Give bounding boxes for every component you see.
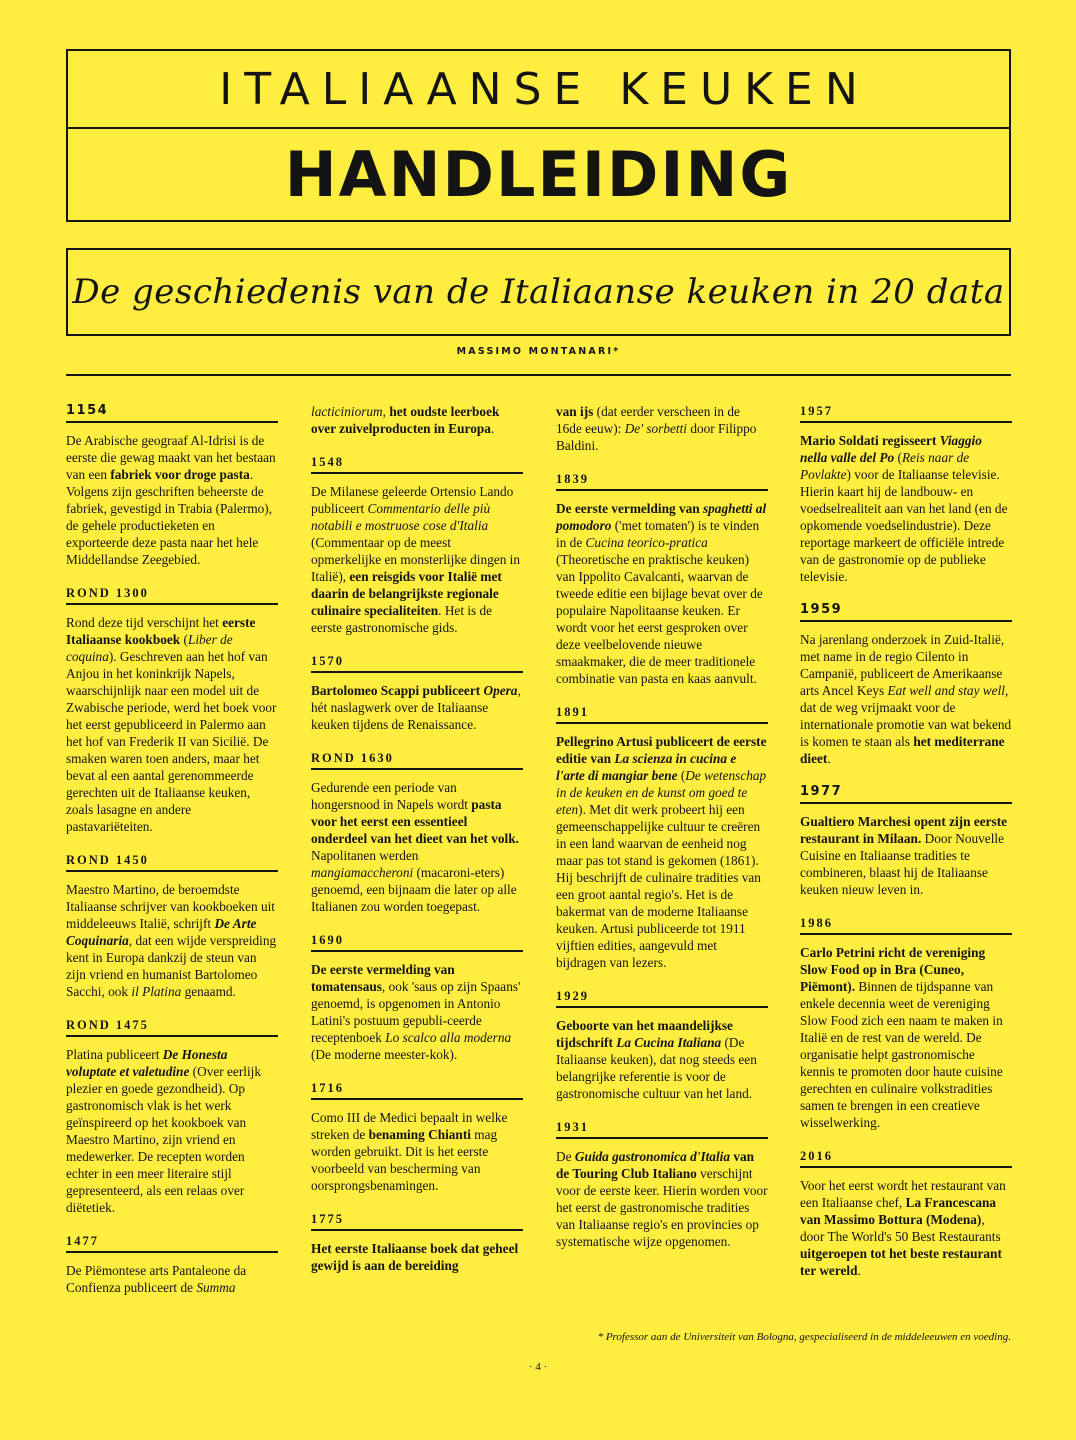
timeline-entry — [311, 1080, 523, 1194]
divider — [66, 374, 1011, 376]
entry-text: Rond deze tijd verschijnt het eerste Italiaanse kookboek (Liber de coquina). Geschreven aan het hof van Anjou in het koninkrijk Napels, waarschijnlijk naar een model uit de Zwabische periode, werd het boek voor het eerst gepubliceerd in Palermo aan het hof van Frederik II van Sicilië. De smaken waren toen anders, maar het bevat al een aantal gerenommeerde gerechten uit de Italiaanse keuken, zoals lasagne en andere pastavariëteiten. — [66, 615, 277, 834]
entry-text: Pellegrino Artusi publiceert de eerste editie van La scienza in cucina e l'arte di mangiar bene (De wetenschap in de keuken en de kunst om goed te eten). Met dit werk probeert hij een gemeenschappelijke cultuur te creëren in een land waarvan de eenheid nog maar pas tot stand is gekomen (1861). Hij beschrijft de culinaire tradities van een groot aantal regio's. Het is de bakermat van de moderne Italiaanse keuken. Artusi publiceerde tot 1911 vijftien edities, aangevuld met bijdragen van lezers. — [556, 734, 767, 970]
entry-date: 1775 — [311, 1211, 523, 1231]
entry-text: De Piëmontese arts Pantaleone da Confienza publiceert de Summa — [66, 1263, 247, 1295]
title-top: ITALIAANSE KEUKEN — [68, 51, 1009, 129]
footnote: * Professor aan de Universiteit van Bologna, gespecialiseerd in de middeleeuwen en voeding. — [597, 1331, 1011, 1343]
timeline-entry — [311, 403, 523, 437]
timeline-entry — [556, 403, 768, 454]
entry-date: ROND 1475 — [66, 1017, 278, 1037]
entry-text: De eerste vermelding van spaghetti al pomodoro ('met tomaten') is te vinden in de Cucina teorico-pratica (Theoretische en praktische keuken) van Ippolito Cavalcanti, waarvan de tweede editie een bijlage bevat over de populaire Napolitaanse keuken. Er wordt voor het eerst gesproken over deze veelbelovende nieuwe smaakmaker, die de meer traditionele combinatie van pasta en kaas aanvult. — [556, 501, 767, 686]
timeline-entry — [556, 704, 768, 971]
entry-date: 1477 — [66, 1233, 278, 1253]
entry-date: 1977 — [800, 784, 1012, 804]
timeline-entry — [311, 932, 523, 1063]
page-number: · 4 · — [528, 1361, 548, 1373]
timeline-entry — [800, 602, 1012, 767]
entry-date: 1690 — [311, 932, 523, 952]
timeline-entry — [66, 585, 278, 835]
entry-text: Platina publiceert De Honesta voluptate et valetudine (Over eerlijk plezier en goede gezondheid). Op gastronomisch vlak is het werk geïnspireerd op het kookboek van Maestro Martino, zijn vriend en medewerker. De recepten worden echter in een meer literaire stijl gepresenteerd, als een relaas over diëtetiek. — [66, 1047, 261, 1215]
timeline-entry — [66, 852, 278, 1000]
column-1 — [66, 403, 278, 1313]
entry-text: Gedurende een periode van hongersnood in Napels wordt pasta voor het eerst een essentieel onderdeel van het dieet van het volk. Napolitanen werden mangiamaccheroni (macaroni-eters) genoemd, een bijnaam die later op alle Italianen zou worden toegepast. — [311, 780, 519, 914]
entry-date: ROND 1630 — [311, 750, 523, 770]
timeline-entry — [556, 471, 768, 687]
timeline-entry — [311, 1211, 523, 1274]
entry-text: Geboorte van het maandelijkse tijdschrift La Cucina Italiana (De Italiaanse keuken), dat nog steeds een belangrijke referentie is voor de gastronomische cultuur van het land. — [556, 1018, 757, 1101]
entry-text: De Guida gastronomica d'Italia van de Touring Club Italiano verschijnt voor de eerste keer. Hierin worden voor het eerst de gastronomische tradities van Italiaanse regio's en provincies op systematische wijze opgenomen. — [556, 1149, 768, 1249]
title-box — [66, 49, 1011, 222]
timeline-entry — [800, 403, 1012, 585]
timeline-entry — [556, 1119, 768, 1250]
entry-text: lacticiniorum, het oudste leerboek over zuivelproducten in Europa. — [311, 404, 500, 436]
timeline-entry — [66, 1017, 278, 1216]
entry-date: ROND 1450 — [66, 852, 278, 872]
entry-date: 1959 — [800, 602, 1012, 622]
entry-text: De Milanese geleerde Ortensio Lando publiceert Commentario delle più notabili e mostruose cose d'Italia (Commentaar op de meest opmerkelijke en monsterlijke dingen in Italië), een reisgids voor Italië met daarin de belangrijkste regionale culinaire specialiteiten. Het is de eerste gastronomische gids. — [311, 484, 521, 635]
entry-date: 1957 — [800, 403, 1012, 423]
entry-date: 1570 — [311, 653, 523, 673]
entry-text: Maestro Martino, de beroemdste Italiaanse schrijver van kookboeken uit middeleeuws Italië, schrijft De Arte Coquinaria, dat een wijde verspreiding kent in Europa dankzij de steun van zijn vriend en humanist Bartolomeo Sacchi, ook il Platina genaamd. — [66, 882, 277, 999]
entry-text: Como III de Medici bepaalt in welke streken de benaming Chianti mag worden gebruikt. Dit is het eerste voorbeeld van bescherming van oorsprongsbenamingen. — [311, 1110, 508, 1193]
entry-text: Gualtiero Marchesi opent zijn eerste restaurant in Milaan. Door Nouvelle Cuisine en Italiaanse tradities te combineren, blaast hij de Italiaanse keuken nieuw leven in. — [800, 814, 1008, 897]
entry-date: 1931 — [556, 1119, 768, 1139]
entry-date: 1891 — [556, 704, 768, 724]
entry-text: Mario Soldati regisseert Viaggio nella valle del Po (Reis naar de Povlakte) voor de Italiaanse televisie. Hierin kaart hij de landbouw- en voedselrealiteit aan van het land (en de opkomende voedselindustrie). Deze reportage markeert de officiële intrede van de gastronomie op de publieke televisie. — [800, 433, 1008, 584]
timeline-entry — [800, 784, 1012, 898]
entry-date: 1839 — [556, 471, 768, 491]
entry-date: 1716 — [311, 1080, 523, 1100]
entry-date: 1548 — [311, 454, 523, 474]
column-3 — [556, 403, 768, 1267]
timeline-entry — [66, 1233, 278, 1296]
entry-text: De eerste vermelding van tomatensaus, ook 'saus op zijn Spaans' genoemd, is opgenomen in Antonio Latini's postuum gepubli-ceerde receptenboek Lo scalco alla moderna (De moderne meester-kok). — [311, 962, 521, 1062]
entry-date: 1986 — [800, 915, 1012, 935]
entry-text: Na jarenlang onderzoek in Zuid-Italië, met name in de regio Cilento in Campanië, publiceert de Amerikaanse arts Ancel Keys Eat well and stay well, dat de weg vrijmaakt voor de internationale promotie van wat bekend is komen te staan als het mediterrane dieet. — [800, 632, 1012, 766]
timeline-entry — [311, 454, 523, 636]
timeline-entry — [800, 915, 1012, 1131]
timeline-entry — [800, 1148, 1012, 1279]
subtitle: De geschiedenis van de Italiaanse keuken in 20 data — [66, 248, 1011, 336]
timeline-entry — [311, 750, 523, 915]
column-4 — [800, 403, 1012, 1296]
entry-date: ROND 1300 — [66, 585, 278, 605]
entry-date: 1929 — [556, 988, 768, 1008]
entry-text: Voor het eerst wordt het restaurant van een Italiaanse chef, La Francescana van Massimo Bottura (Modena), door The World's 50 Best Restaurants uitgeroepen tot het beste restaurant ter wereld. — [800, 1178, 1006, 1278]
entry-text: Het eerste Italiaanse boek dat geheel gewijd is aan de bereiding — [311, 1241, 519, 1273]
entry-text: Bartolomeo Scappi publiceert Opera, hét naslagwerk over de Italiaanse keuken tijdens de Renaissance. — [311, 683, 521, 732]
entry-text: De Arabische geograaf Al-Idrisi is de eerste die gewag maakt van het bestaan van een fabriek voor droge pasta. Volgens zijn geschriften beheerste de fabriek, gevestigd in Trabia (Palermo), de gehele productieketen en exporteerde deze pasta naar het hele Middellandse Zeegebied. — [66, 433, 276, 567]
entry-text: van ijs (dat eerder verscheen in de 16de eeuw): De' sorbetti door Filippo Baldini. — [556, 404, 757, 453]
timeline-entry — [66, 403, 278, 568]
timeline-entry — [311, 653, 523, 733]
entry-text: Carlo Petrini richt de vereniging Slow Food op in Bra (Cuneo, Piëmont). Binnen de tijdspanne van enkele decennia weet de vereniging Slow Food zich een naam te maken in Italië en de rest van de wereld. De organisatie helpt gastronomische kennis te promoten door haute cuisine gerechten en culinaire volkstradities samen te brengen in een creatieve wisselwerking. — [800, 945, 1003, 1130]
timeline-entry — [556, 988, 768, 1102]
author-byline: MASSIMO MONTANARI* — [456, 346, 621, 357]
page-title: HANDLEIDING — [284, 138, 793, 211]
column-2 — [311, 403, 523, 1291]
entry-date: 2016 — [800, 1148, 1012, 1168]
entry-date: 1154 — [66, 403, 278, 423]
